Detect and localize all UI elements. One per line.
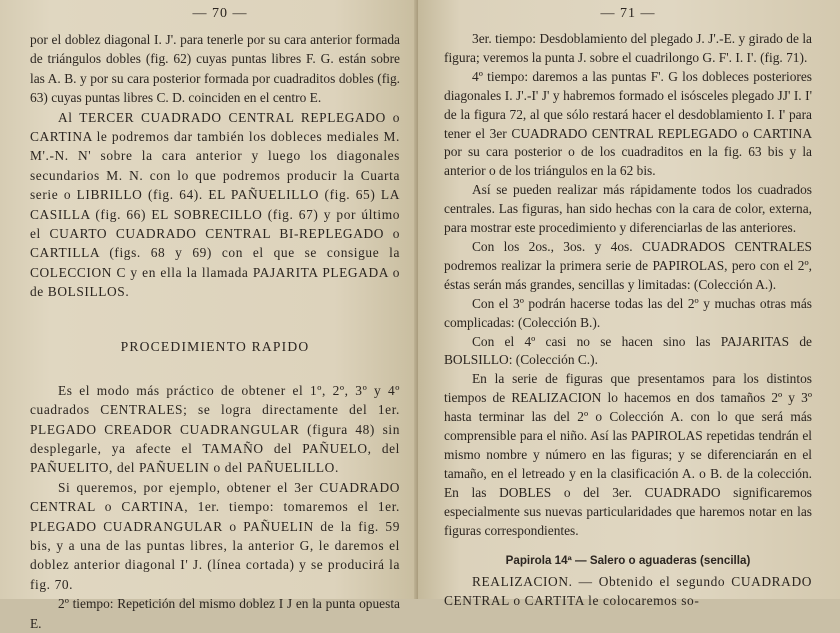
page-number-left: — 70 — xyxy=(192,6,248,21)
right-paragraph-6: Con el 4º casi no se hacen sino las PAJARITAS de BOLSILLO: (Colección C.). xyxy=(444,333,812,368)
left-paragraph-5: 2º tiempo: Repetición del mismo doblez I J en la punta opuesta E. xyxy=(30,596,400,631)
right-paragraph-4: Con los 2os., 3os. y 4os. CUADRADOS CENTRALES podremos realizar la primera serie de PAPIROLAS, pero con el 2º, éstas serán más grandes, sencillas y limitadas: (Colección A.). xyxy=(444,238,812,292)
left-paragraph-1: por el doblez diagonal I. J'. para tenerle por su cara anterior formada de triángulos dobles (fig. 62) cuyas puntas libres F. G. están sobre las A. B. y por su cara posterior formada por cuadraditos dobles (fig. 63) cuyas puntas libres C. D. coinciden en el centro E. xyxy=(30,32,400,106)
section-heading: PROCEDIMIENTO RAPIDO xyxy=(120,338,310,354)
right-paragraph-2: 4º tiempo: daremos a las puntas F'. G los dobleces posteriores diagonales I. J'.-I' J' y habremos formado el isósceles plegado JJ' I. I' de la figura 72, al que sólo restará hacer el desdoblamiento I. I' para tener el 3er CUADRADO CENTRAL REPLEGADO o CARTINA por su cara posterior o de los cuadraditos en la fig. 63 bis y la anterior o de los triángulos en la 62 bis. xyxy=(444,68,812,179)
left-page xyxy=(0,0,418,631)
left-paragraph-3: Es el modo más práctico de obtener el 1º, 2º, 3º y 4º cuadrados CENTRALES; se logra directamente del 1er. PLEGADO CREADOR CUADRANGULAR (figura 48) sin desplegarle, ya afecte el TAMAÑO del PAÑUELO, del PAÑUELITO, del PAÑUELIN o del PAÑUELILLO. xyxy=(30,382,400,476)
right-paragraph-1: 3er. tiempo: Desdoblamiento del plegado J. J'.-E. y girado de la figura; veremos la punta J. sobre el cuadrilongo G. F'. I. I'. (fig. 71). xyxy=(444,31,812,65)
right-paragraph-3: Así se pueden realizar más rápidamente todos los cuadrados centrales. Las figuras, han sido hechas con la cara de color, externa, para mostrar este procedimiento y diferenciarlas de las anteriores. xyxy=(444,182,812,236)
left-paragraph-2: Al TERCER CUADRADO CENTRAL REPLEGADO o CARTINA le podremos dar también los dobleces mediales M. M'.-N. N' sobre la cara anterior y luego los diagonales secundarios M. N. con lo que podremos producir la Cuarta serie o LIBRILLO (fig. 64). EL PAÑUELILLO (fig. 65) LA CASILLA (fig. 66) EL SOBRECILLO (fig. 67) y por último el CUARTO CUADRADO CENTRAL BI-REPLEGADO o CARTILLA (figs. 68 y 69) con el que se consigue la COLECCION C y en ella la llamada PAJARITA PLEGADA o de BOLSILLOS. xyxy=(30,109,400,300)
page-number-right: — 71 — xyxy=(600,6,656,21)
right-page xyxy=(418,0,840,609)
papirola-subheading: Papirola 14ª — Salero o aguaderas (sencilla) xyxy=(505,554,751,568)
right-paragraph-7: En la serie de figuras que presentamos para los distintos tiempos de REALIZACION lo hacemos en dos tamaños 2º y 3º hasta terminar las del 2º o Colección A. con lo que será más comprensible para el niño. Así las PAPIROLAS repetidas tendrán el mismo nombre y número en las figuras; y se diferenciarán en el tamaño, en el letreado y en la clasificación A. o B. de la colección. En las DOBLES o del 3er. CUADRADO significaremos especialmente sus nuevas particularidades que haremos notar en las figuras correspondientes. xyxy=(444,371,812,538)
right-paragraph-8: REALIZACION. — Obtenido el segundo CUADRADO CENTRAL o CARTITA le colocaremos so- xyxy=(444,574,812,609)
left-paragraph-4: Si queremos, por ejemplo, obtener el 3er CUADRADO CENTRAL o CARTINA, 1er. tiempo: tomaremos el 1er. PLEGADO CUADRANGULAR o PAÑUELIN de la fig. 59 bis, y a una de las puntas libres, la anterior G, le daremos el doblez anterior diagonal I' J. (línea cortada) y se producirá la fig. 70. xyxy=(30,479,400,592)
right-paragraph-5: Con el 3º podrán hacerse todas las del 2º y muchas otras más complicadas: (Colección B.). xyxy=(444,295,812,330)
